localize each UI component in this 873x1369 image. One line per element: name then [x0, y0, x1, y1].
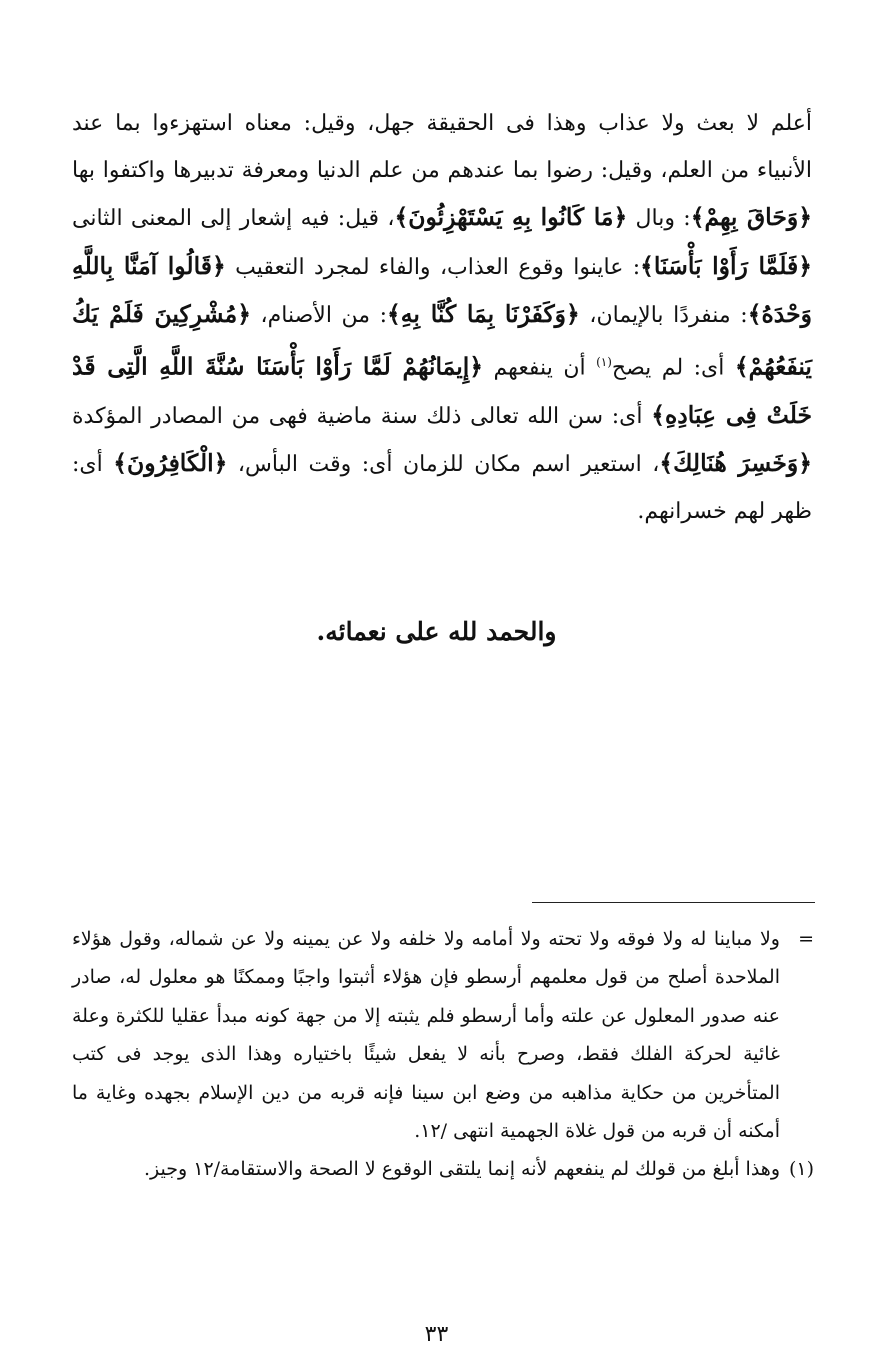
- quran-verse: ﴿الْكَافِرُونَ﴾: [113, 448, 228, 477]
- footnote-1: [72, 1150, 814, 1188]
- footnote-text: [72, 920, 780, 1150]
- quran-verse: ﴿مُشْرِكِينَ فَلَمْ يَكُ يَنفَعُهُمْ﴾: [72, 299, 812, 381]
- footnote-text: [72, 1150, 780, 1188]
- text-segment: : من الأصنام،: [250, 302, 388, 328]
- quran-verse: ﴿وَكَفَرْنَا بِمَا كُنَّا بِهِ﴾: [387, 299, 580, 328]
- footnote-continuation: [72, 920, 814, 1150]
- text-segment: أى: ظهر لهم خسرانهم.: [72, 451, 812, 524]
- text-segment: : عاينوا وقوع العذاب، والفاء لمجرد التعقيب: [225, 254, 641, 280]
- quran-verse: ﴿قَالُوا آمَنَّا بِاللَّهِ وَحْدَهُ﴾: [72, 251, 812, 328]
- footnote-reference[interactable]: (١): [596, 355, 612, 370]
- footnote-first-line: ولا مباينا له ولا فوقه ولا تحته ولا أمامه ولا خلفه ولا عن يمينه ولا عن شماله، وقول: [111, 928, 780, 950]
- main-text: [72, 100, 812, 535]
- page-number: ٣٣: [424, 1322, 449, 1347]
- quran-verse: ﴿إِيمَانُهُمْ لَمَّا رَأَوْا بَأْسَنَا سُنَّةَ اللَّهِ الَّتِى قَدْ خَلَتْ فِى عِبَادِهِ﴾: [72, 352, 812, 429]
- closing-line: والحمد لله على نعمائه.: [316, 617, 557, 646]
- quran-verse: ﴿وَحَاقَ بِهِمْ﴾: [690, 203, 812, 232]
- text-segment: أى: سن الله تعالى ذلك سنة ماضية فهى من المصادر المؤكدة: [72, 403, 652, 429]
- footnote-continued-text: هؤلاء الملاحدة أصلح من قول معلمهم أرسطو فإن هؤلاء أثبتوا واجبًا وممكنًا هو معلول له، صادر عنه صدور المعلول عن علته وأما أرسطو فلم يثبته إلا من جهة كونه مبدأ عقليا للكثرة وعلة غائية لحركة الفلك فقط، وصرح بأنه لا يفعل شيئًا باختياره وهذا الذى يوجد فى كتب المتأخرين من حكاية مذاهبه من وضع ابن سينا فإنه قربه من دين الإسلام بجهده وغاية ما أمكنه أن قربه من قول غلاة الجهمية انتهى /١٢.: [72, 928, 780, 1143]
- text-segment: ، استعير اسم مكان للزمان أى: وقت البأس،: [227, 451, 660, 477]
- text-segment: أن ينفعهم: [483, 355, 597, 381]
- text-segment: : وبال: [627, 206, 691, 232]
- quran-verse: ﴿فَلَمَّا رَأَوْا بَأْسَنَا﴾: [640, 251, 812, 280]
- text-segment: أى: لم يصح: [611, 355, 735, 381]
- continuation-marker: =: [798, 928, 814, 950]
- quran-verse: ﴿مَا كَانُوا بِهِ يَسْتَهْزِئُونَ﴾: [394, 203, 628, 232]
- footnote-first-line: وهذا أبلغ من قولك لم ينفعهم لأنه إنما يلتقى الوقوع لا الصحة والاستقامة/١٢: [187, 1158, 780, 1181]
- footnote-marker: (١): [788, 1158, 814, 1181]
- footnote-divider: [532, 902, 815, 903]
- footnote-continued-text: وجيز.: [144, 1158, 188, 1181]
- footnotes: [72, 920, 814, 1189]
- quran-verse: ﴿وَخَسِرَ هُنَالِكَ﴾: [659, 448, 812, 477]
- text-segment: ، قيل: فيه إشعار إلى المعنى الثانى: [72, 206, 395, 232]
- text-segment: : منفردًا بالإيمان،: [579, 302, 748, 328]
- text-segment: أعلم لا بعث ولا عذاب وهذا فى الحقيقة جهل، وقيل: معناه استهزءوا بما عند الأنبياء من العلم، وقيل: رضوا بما عندهم من علم الدنيا ومعرفة تدبيرها واكتفوا بها: [72, 111, 812, 184]
